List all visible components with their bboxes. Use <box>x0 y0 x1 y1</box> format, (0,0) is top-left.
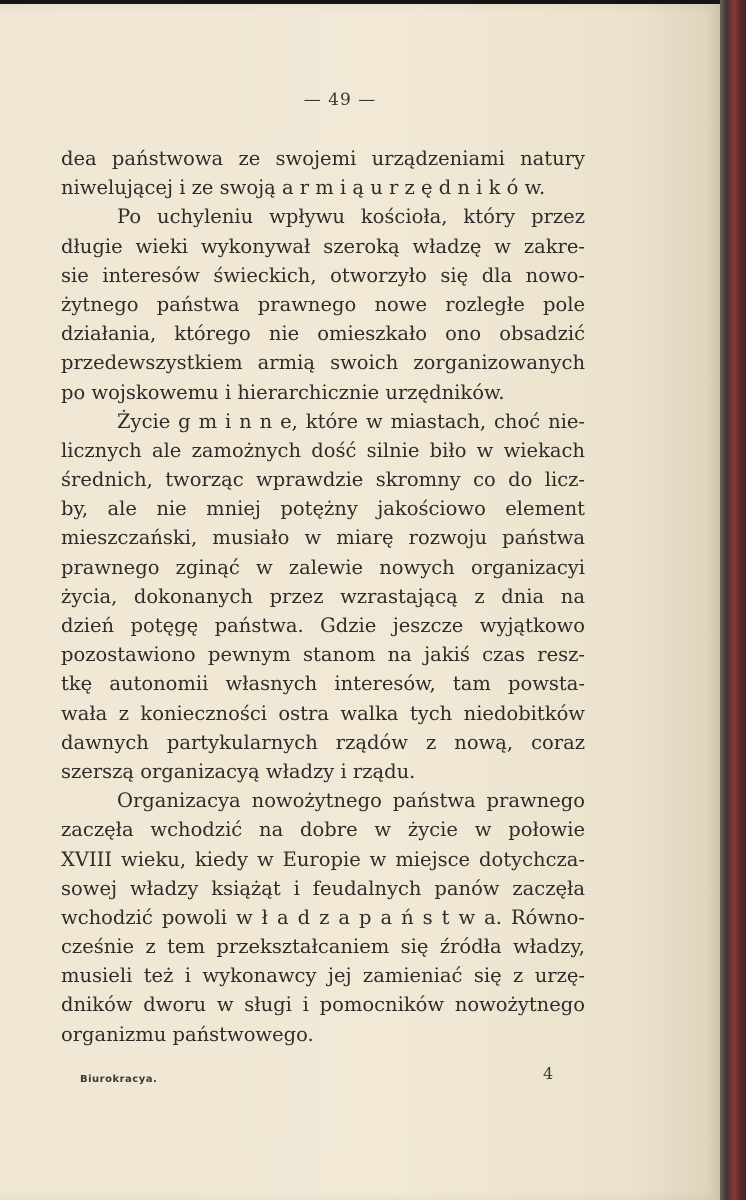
text-line: by, ale nie mniej potężny jakościowo element <box>61 497 585 521</box>
sheet-number: 4 <box>543 1064 554 1083</box>
text-line: cześnie z tem przekształcaniem się źródła władzy, <box>61 935 585 959</box>
text-line: dawnych partykularnych rządów z nową, coraz <box>61 730 585 754</box>
text-line: pozostawiono pewnym stanom na jakiś czas resz- <box>61 643 585 667</box>
signature-mark: Biurokracya. <box>80 1074 158 1085</box>
book-binding-edge <box>720 0 746 1200</box>
book-page <box>0 4 720 1200</box>
text-line: średnich, tworząc wprawdzie skromny co do licz- <box>61 468 585 492</box>
text-line: Po uchyleniu wpływu kościoła, który przez <box>117 205 585 229</box>
text-line: życia, dokonanych przez wzrastającą z dnia na <box>61 584 585 608</box>
text-line: wchodzić powoli w ł a d z a p a ń s t w a. Równo- <box>61 905 585 929</box>
text-line: wała z konieczności ostra walka tych niedobitków <box>61 701 585 725</box>
text-line: dea państwowa ze swojemi urządzeniami natury <box>61 147 585 170</box>
text-line: Organizacya nowożytnego państwa prawnego <box>117 789 585 813</box>
text-line: zaczęła wchodzić na dobre w życie w połowie <box>61 818 585 842</box>
text-line: żytnego państwa prawnego nowe rozległe pole <box>61 292 585 316</box>
text-line: dników dworu w sługi i pomocników nowożytnego <box>61 993 585 1017</box>
text-line: prawnego zginąć w zalewie nowych organizacyi <box>61 555 585 579</box>
text-line: Życie g m i n n e, które w miastach, choć nie- <box>117 409 585 433</box>
text-line: musieli też i wykonawcy jej zamieniać się z urzę- <box>61 964 585 988</box>
text-line: XVIII wieku, kiedy w Europie w miejsce dotychcza- <box>61 847 585 871</box>
text-line: sie interesów świeckich, otworzyło się dla nowo- <box>61 263 585 287</box>
text-line: sowej władzy książąt i feudalnych panów zaczęła <box>61 876 585 900</box>
text-line: po wojskowemu i hierarchicznie urzędników. <box>61 380 505 404</box>
text-line: niwelującej i ze swoją a r m i ą u r z ę d n i k ó w. <box>61 176 546 200</box>
text-line: działania, którego nie omieszkało ono obsadzić <box>61 322 585 346</box>
body-text <box>61 144 585 1049</box>
text-line: licznych ale zamożnych dość silnie biło w wiekach <box>61 438 585 462</box>
text-line: organizmu państwowego. <box>61 1022 314 1046</box>
page-number: — 49 — <box>303 90 377 110</box>
text-line: mieszczański, musiało w miarę rozwoju państwa <box>61 526 585 550</box>
text-line: długie wieki wykonywał szeroką władzę w zakre- <box>61 234 585 258</box>
text-line: dzień potęgę państwa. Gdzie jeszcze wyjątkowo <box>61 614 585 637</box>
text-line: przedewszystkiem armią swoich zorganizowanych <box>61 351 585 375</box>
text-line: szerszą organizacyą władzy i rządu. <box>61 759 416 783</box>
page-top-edge <box>0 0 720 4</box>
text-line: tkę autonomii własnych interesów, tam powsta- <box>61 672 585 696</box>
